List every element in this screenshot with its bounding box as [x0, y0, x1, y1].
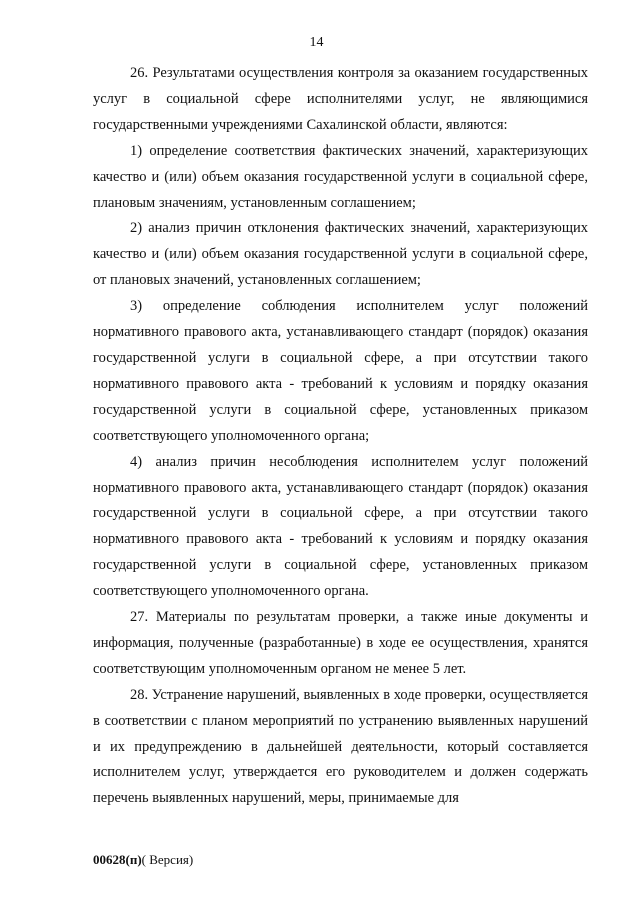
document-footer	[93, 852, 193, 868]
paragraph-27: 27. Материалы по результатам проверки, а также иные документы и информация, полученные (разработанные) в ходе ее осуществления, хранятся соответствующим уполномоченным органом не менее 5 лет.	[93, 609, 588, 677]
paragraph-26-item-2: 2) анализ причин отклонения фактических значений, характеризующих качество и (или) объем оказания государственной услуги в социальной сфере, от плановых значений, установленных соглашением;	[93, 220, 588, 289]
paragraph-26-item-3: 3) определение соблюдения исполнителем услуг положений нормативного правового акта, устанавливающего стандарт (порядок) оказания государственной услуги в социальной сфере, а при отсутствии такого нормативного правового акта - требований к условиям и порядку оказания государственной услуги в социальной сфере, установленных приказом соответствующего уполномоченного органа;	[93, 298, 588, 444]
page-number: 14	[309, 35, 324, 50]
paragraph-28: 28. Устранение нарушений, выявленных в ходе проверки, осуществляется в соответствии с планом мероприятий по устранению выявленных нарушений и их предупреждению в дальнейшей деятельности, который составляется исполнителем услуг, утверждается его руководителем и должен содержать перечень выявленных нарушений, меры, принимаемые для	[93, 686, 588, 807]
document-body	[93, 61, 588, 812]
document-version: ( Версия)	[141, 852, 194, 867]
paragraph-26-item-1: 1) определение соответствия фактических значений, характеризующих качество и (или) объем оказания государственной услуги в социальной сфере, плановым значениям, установленным соглашением;	[93, 142, 588, 211]
paragraph-26: 26. Результатами осуществления контроля за оказанием государственных услуг в социальной сфере исполнителями услуг, не являющимися государственными учреждениями Сахалинской области, являются:	[93, 65, 588, 133]
document-code: 00628(п)	[93, 852, 142, 867]
paragraph-26-item-4: 4) анализ причин несоблюдения исполнителем услуг положений нормативного правового акта, устанавливающего стандарт (порядок) оказания государственной услуги в социальной сфере, а при отсутствии такого нормативного правового акта - требований к условиям и порядку оказания государственной услуги в социальной сфере, установленных приказом соответствующего уполномоченного органа.	[93, 453, 588, 600]
